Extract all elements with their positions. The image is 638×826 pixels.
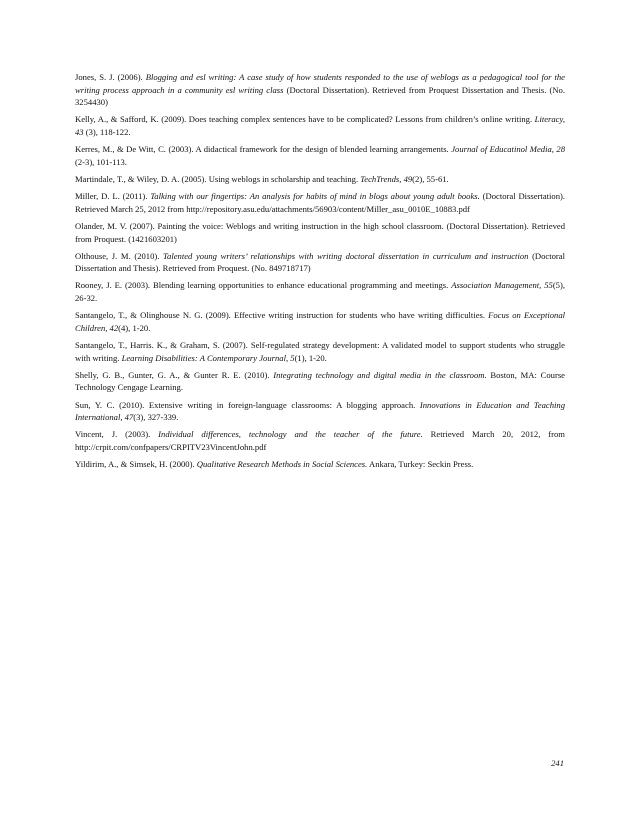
reference-source: (Doctoral Dissertation and Thesis). Retrieved from Proquest. (No. 849718717): [75, 250, 565, 274]
page-number: 241: [551, 758, 564, 768]
reference-source: (4), 1-20.: [118, 322, 151, 333]
reference-kerres-2003: [75, 143, 565, 168]
reference-sun-2010: [75, 399, 565, 424]
reference-title: Journal of Educatinol Media, 28: [451, 144, 565, 155]
reference-source: Retrieved March 20, 2012, from http://crpit.com/confpapers/CRPITV23VincentJohn.pdf: [75, 429, 565, 452]
reference-text: Santangelo, T., & Olinghouse N. G. (2009). Effective writing instruction for students who have writing difficulties.: [75, 310, 489, 321]
reference-text: Jones, S. J. (2006).: [75, 72, 146, 82]
reference-text: Kelly, A., & Safford, K. (2009). Does teaching complex sentences have to be complicated? Lessons from children’s online writing.: [75, 114, 535, 125]
reference-text: Miller, D. L. (2011).: [75, 191, 151, 202]
reference-yildirim-2000: [75, 458, 565, 471]
reference-title: Qualitative Research Methods in Social Sciences.: [196, 459, 368, 470]
reference-title: Integrating technology and digital media in the classroom: [273, 369, 485, 380]
reference-source: (2), 55-61.: [412, 173, 449, 184]
reference-title: Talking with our fingertips: An analysis for habits of mind in blogs about young adult books.: [150, 191, 480, 202]
reference-source: (Doctoral Dissertation). Retrieved from Proquest Dissertation and Thesis. (No. 3254430): [75, 84, 565, 108]
reference-title: TechTrends, 49: [360, 173, 413, 184]
reference-source: . Boston, MA: Course Technology Cengage Learning.: [75, 369, 565, 393]
reference-text: Yildirim, A., & Simsek, H. (2000).: [75, 459, 197, 470]
reference-santangelo-2009: [75, 309, 565, 334]
reference-source: (3), 118-122.: [83, 126, 131, 137]
reference-rooney-2003: [75, 279, 565, 304]
reference-title: Innovations in Education and Teaching International, 47: [75, 399, 565, 423]
reference-source: Ankara, Turkey: Seckin Press.: [367, 459, 474, 470]
reference-title: Association Management, 55: [451, 280, 553, 291]
reference-text: Sun, Y. C. (2010). Extensive writing in foreign-language classrooms: A blogging approach.: [75, 399, 420, 410]
reference-vincent-2003: [75, 428, 565, 453]
reference-source: (2-3), 101-113.: [75, 156, 127, 167]
reference-title: Literacy, 43: [75, 114, 565, 137]
reference-title: Blogging and esl writing: A case study of how students responded to the use of weblogs as a pedagogical tool for the writing process approach in a community esl writing class: [75, 72, 565, 95]
reference-miller-2011: [75, 190, 565, 215]
reference-source: (1), 1-20.: [294, 352, 327, 363]
reference-shelly-2010: [75, 369, 565, 394]
reference-text: Santangelo, T., Harris. K., & Graham, S. (2007). Self-regulated strategy development: A validated model to support students who struggle with writing.: [75, 340, 565, 363]
reference-kelly-2009: [75, 113, 565, 138]
reference-jones-2006: [75, 71, 565, 109]
reference-title: Learning Disabilities: A Contemporary Journal, 5: [121, 352, 295, 363]
reference-title: Individual differences, technology and the teacher of the future.: [158, 429, 423, 440]
reference-santangelo-2007: [75, 339, 565, 364]
reference-text: Vincent, J. (2003).: [75, 429, 159, 440]
reference-list: [75, 71, 565, 475]
reference-source: (5), 26-32.: [75, 280, 565, 304]
reference-text: Martindale, T., & Wiley, D. A. (2005). Using weblogs in scholarship and teaching.: [75, 173, 361, 184]
reference-olthouse-2010: [75, 250, 565, 275]
reference-martindale-2005: [75, 173, 565, 186]
reference-text: Olthouse, J. M. (2010).: [75, 250, 164, 261]
reference-source: (3), 327-339.: [133, 412, 179, 423]
reference-text: Shelly, G. B., Gunter, G. A., & Gunter R. E. (2010).: [75, 369, 274, 380]
reference-text: Kerres, M., & De Witt, C. (2003). A didactical framework for the design of blended learning arrangements.: [75, 144, 452, 155]
reference-source: (Doctoral Dissertation). Retrieved March 25, 2012 from http://repository.asu.edu/attachments/56903/content/Miller_asu_0010E_10883.pdf: [75, 191, 566, 214]
reference-title: Talented young writers’ relationships with writing doctoral dissertation in curriculum and instruction: [163, 250, 529, 261]
reference-olander-2007: [75, 220, 565, 245]
reference-title: Focus on Exceptional Children, 42: [75, 310, 566, 333]
reference-text: Rooney, J. E. (2003). Blending learning opportunities to enhance educational programming and meetings.: [75, 280, 452, 291]
reference-text: Olander, M. V. (2007). Painting the voice: Weblogs and writing instruction in the high school classroom. (Doctoral Dissertation). Retrieved from Proquest. (1421603201): [75, 220, 565, 244]
